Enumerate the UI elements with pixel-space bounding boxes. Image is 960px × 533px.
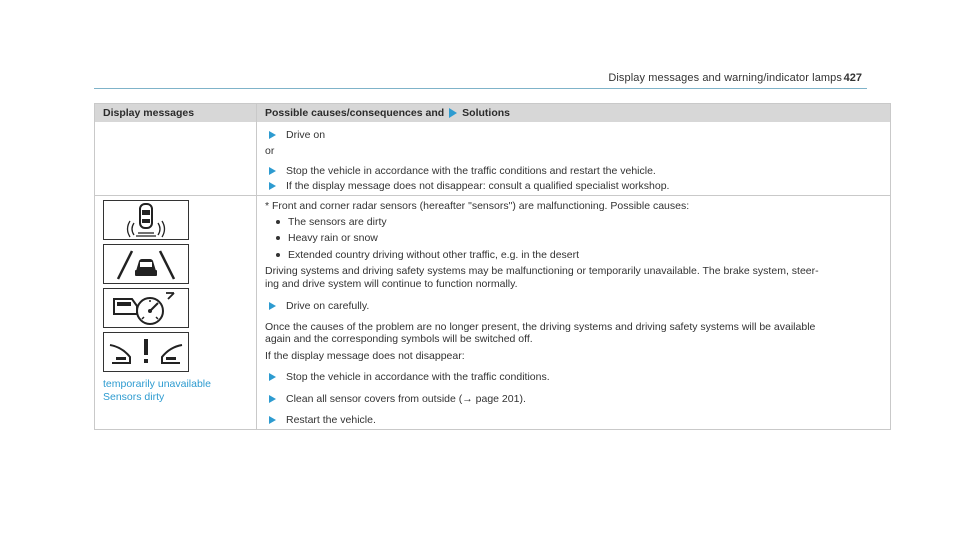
cause-text: The sensors are dirty bbox=[288, 215, 387, 228]
row2-causes-solutions bbox=[265, 200, 885, 427]
cause-item bbox=[265, 216, 885, 229]
display-message-text bbox=[103, 378, 211, 403]
solution-step bbox=[265, 414, 885, 427]
header-title: Display messages and warning/indicator lamps bbox=[608, 72, 842, 84]
step-arrow-icon bbox=[269, 395, 276, 403]
col-header-causes-solutions bbox=[265, 107, 510, 119]
step-text: If the display message does not disappear: consult a qualified specialist workshop. bbox=[286, 179, 670, 192]
step-arrow-icon bbox=[269, 302, 276, 310]
step-text: Drive on carefully. bbox=[286, 300, 370, 312]
paragraph-line: again and the corresponding symbols will be switched off. bbox=[265, 333, 533, 345]
intro-text: * Front and corner radar sensors (hereafter "sensors") are malfunctioning. Possible causes: bbox=[265, 200, 690, 212]
parking-sensors-icon bbox=[103, 200, 189, 240]
table-header bbox=[95, 104, 890, 122]
cause-item bbox=[265, 249, 885, 262]
step-arrow-icon bbox=[269, 131, 276, 139]
paragraph bbox=[265, 265, 885, 290]
solution-step bbox=[265, 180, 669, 193]
bullet-icon bbox=[276, 253, 280, 257]
speedometer-car-icon bbox=[103, 288, 189, 328]
column-divider bbox=[256, 104, 257, 429]
step-arrow-icon bbox=[269, 373, 276, 381]
bullet-icon bbox=[276, 220, 280, 224]
lane-car-icon bbox=[103, 244, 189, 284]
row1-solutions bbox=[265, 129, 669, 192]
col-header-causes: Possible causes/consequences and bbox=[265, 107, 445, 119]
header-rule bbox=[94, 88, 867, 89]
step-text: Clean all sensor covers from outside (→ page 201). bbox=[286, 392, 526, 405]
col-header-solutions: Solutions bbox=[462, 107, 511, 119]
cause-text: Heavy rain or snow bbox=[288, 232, 378, 244]
cause-text: Extended country driving without other traffic, e.g. in the desert bbox=[288, 248, 580, 261]
cause-item bbox=[265, 232, 885, 245]
step-text: Drive on bbox=[286, 129, 326, 141]
row-divider bbox=[95, 195, 890, 196]
step-text: Stop the vehicle in accordance with the traffic conditions. bbox=[286, 371, 550, 383]
step-text: Restart the vehicle. bbox=[286, 414, 376, 426]
col-header-display-messages: Display messages bbox=[103, 107, 195, 119]
bullet-icon bbox=[276, 236, 280, 240]
solutions-arrow-icon bbox=[449, 108, 457, 118]
display-messages-table bbox=[94, 103, 891, 430]
paragraph: If the display message does not disappear: bbox=[265, 349, 465, 362]
or-text: or bbox=[265, 144, 275, 157]
paragraph-line: ing and drive system will continue to function normally. bbox=[265, 277, 518, 290]
step-arrow-icon bbox=[269, 416, 276, 424]
solution-step bbox=[265, 371, 885, 384]
solution-step bbox=[265, 165, 669, 178]
message-line: temporarily unavailable bbox=[103, 378, 211, 390]
paragraph-line: Driving systems and driving safety systems may be malfunctioning or temporarily unavailable. The brake system, steer- bbox=[265, 265, 819, 277]
message-line: Sensors dirty bbox=[103, 390, 165, 403]
solution-step bbox=[265, 300, 885, 313]
cars-warning-icon bbox=[103, 332, 189, 372]
solution-step bbox=[265, 393, 885, 406]
step-text: Stop the vehicle in accordance with the traffic conditions and restart the vehicle. bbox=[286, 165, 656, 177]
step-arrow-icon bbox=[269, 167, 276, 175]
paragraph bbox=[265, 321, 885, 346]
page-number: 427 bbox=[843, 72, 862, 84]
step-arrow-icon bbox=[269, 182, 276, 190]
solution-step bbox=[265, 129, 669, 142]
paragraph-line: Once the causes of the problem are no longer present, the driving systems and driving safety systems will be available bbox=[265, 320, 816, 333]
